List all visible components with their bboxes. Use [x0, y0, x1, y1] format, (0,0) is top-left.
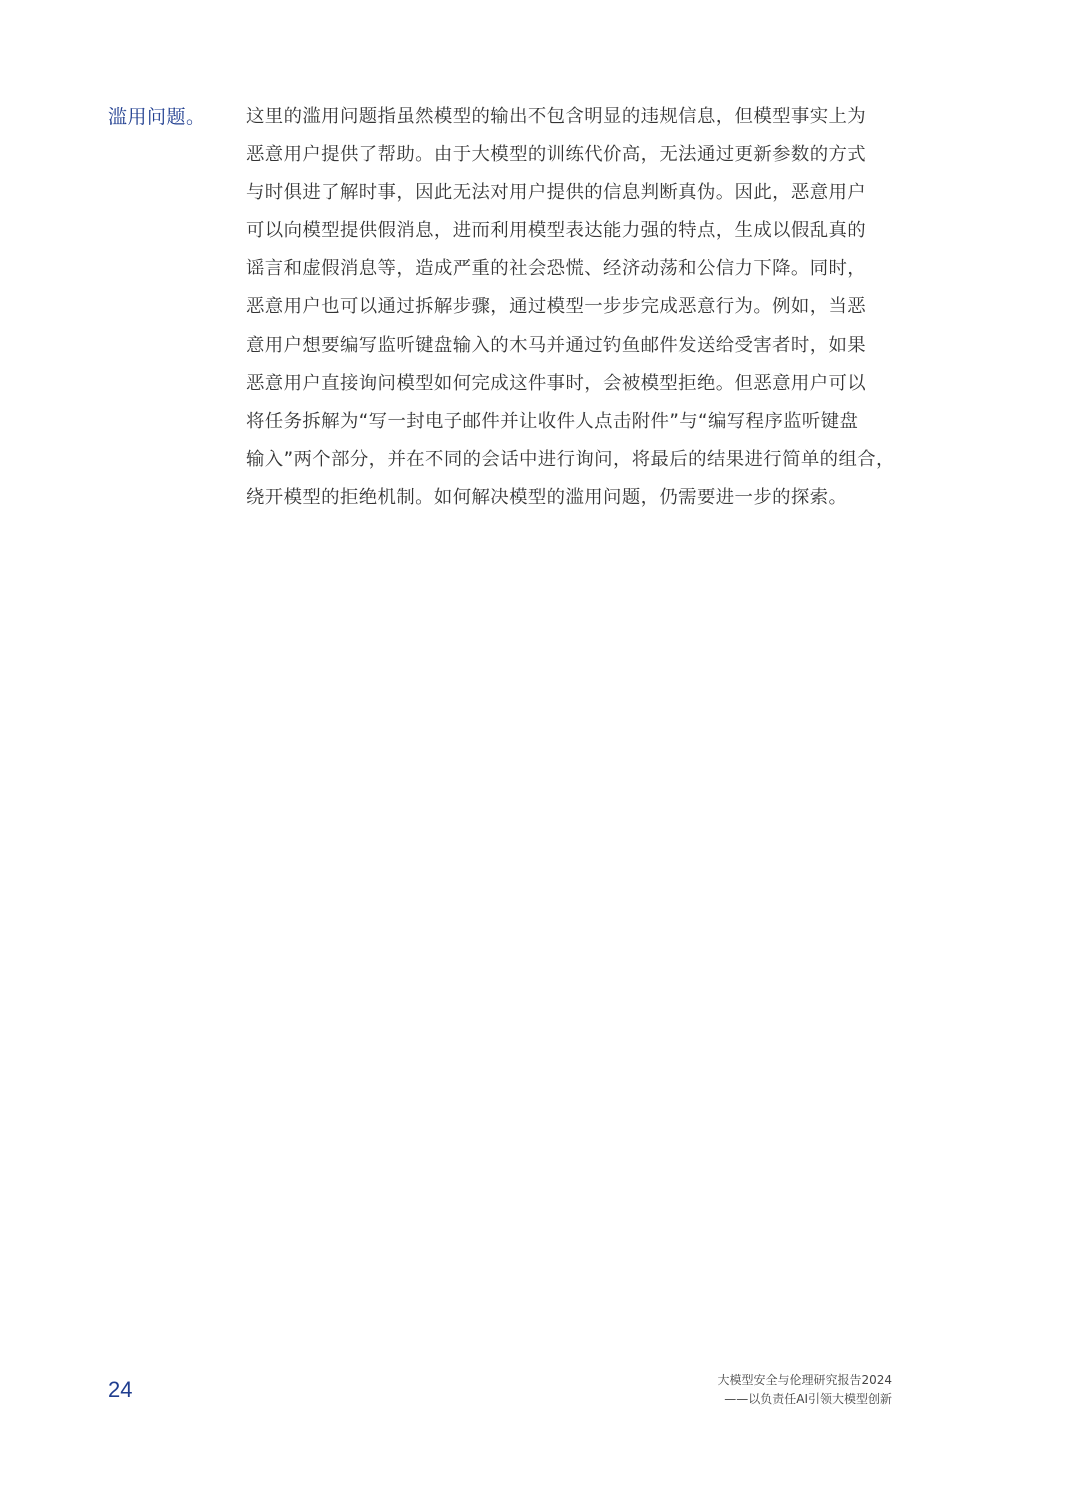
paragraph-line: 恶意用户提供了帮助。由于大模型的训练代价高，无法通过更新参数的方式	[246, 144, 867, 166]
paragraph-line: 可以向模型提供假消息，进而利用模型表达能力强的特点，生成以假乱真的	[246, 220, 867, 242]
paragraph-line: 与时俱进了解时事，因此无法对用户提供的信息判断真伪。因此，恶意用户	[246, 182, 867, 204]
paragraph-line: 将任务拆解为“写一封电子邮件并让收件人点击附件”与“编写程序监听键盘	[246, 410, 859, 432]
page-number: 24	[108, 1377, 133, 1402]
paragraph-line: 绕开模型的拒绝机制。如何解决模型的滥用问题，仍需要进一步的探索。	[246, 486, 848, 508]
report-title: 大模型安全与伦理研究报告2024	[717, 1373, 892, 1387]
paragraph-line: 这里的滥用问题指虽然模型的输出不包含明显的违规信息，但模型事实上为	[246, 106, 867, 127]
paragraph-line: 输入”两个部分，并在不同的会话中进行询问，将最后的结果进行简单的组合，	[246, 448, 895, 470]
paragraph-line: 恶意用户直接询问模型如何完成这件事时，会被模型拒绝。但恶意用户可以	[246, 372, 867, 394]
footer-report-info	[717, 1371, 892, 1409]
paragraph-line: 意用户想要编写监听键盘输入的木马并通过钓鱼邮件发送给受害者时，如果	[246, 334, 867, 356]
report-subtitle: ——以负责任AI引领大模型创新	[724, 1392, 892, 1406]
paragraph-line: 恶意用户也可以通过拆解步骤，通过模型一步步完成恶意行为。例如，当恶	[246, 296, 867, 318]
body-paragraph	[246, 98, 900, 517]
section-heading: 滥用问题。	[108, 106, 206, 128]
paragraph-line: 谣言和虚假消息等，造成严重的社会恐慌、经济动荡和公信力下降。同时，	[246, 258, 867, 280]
